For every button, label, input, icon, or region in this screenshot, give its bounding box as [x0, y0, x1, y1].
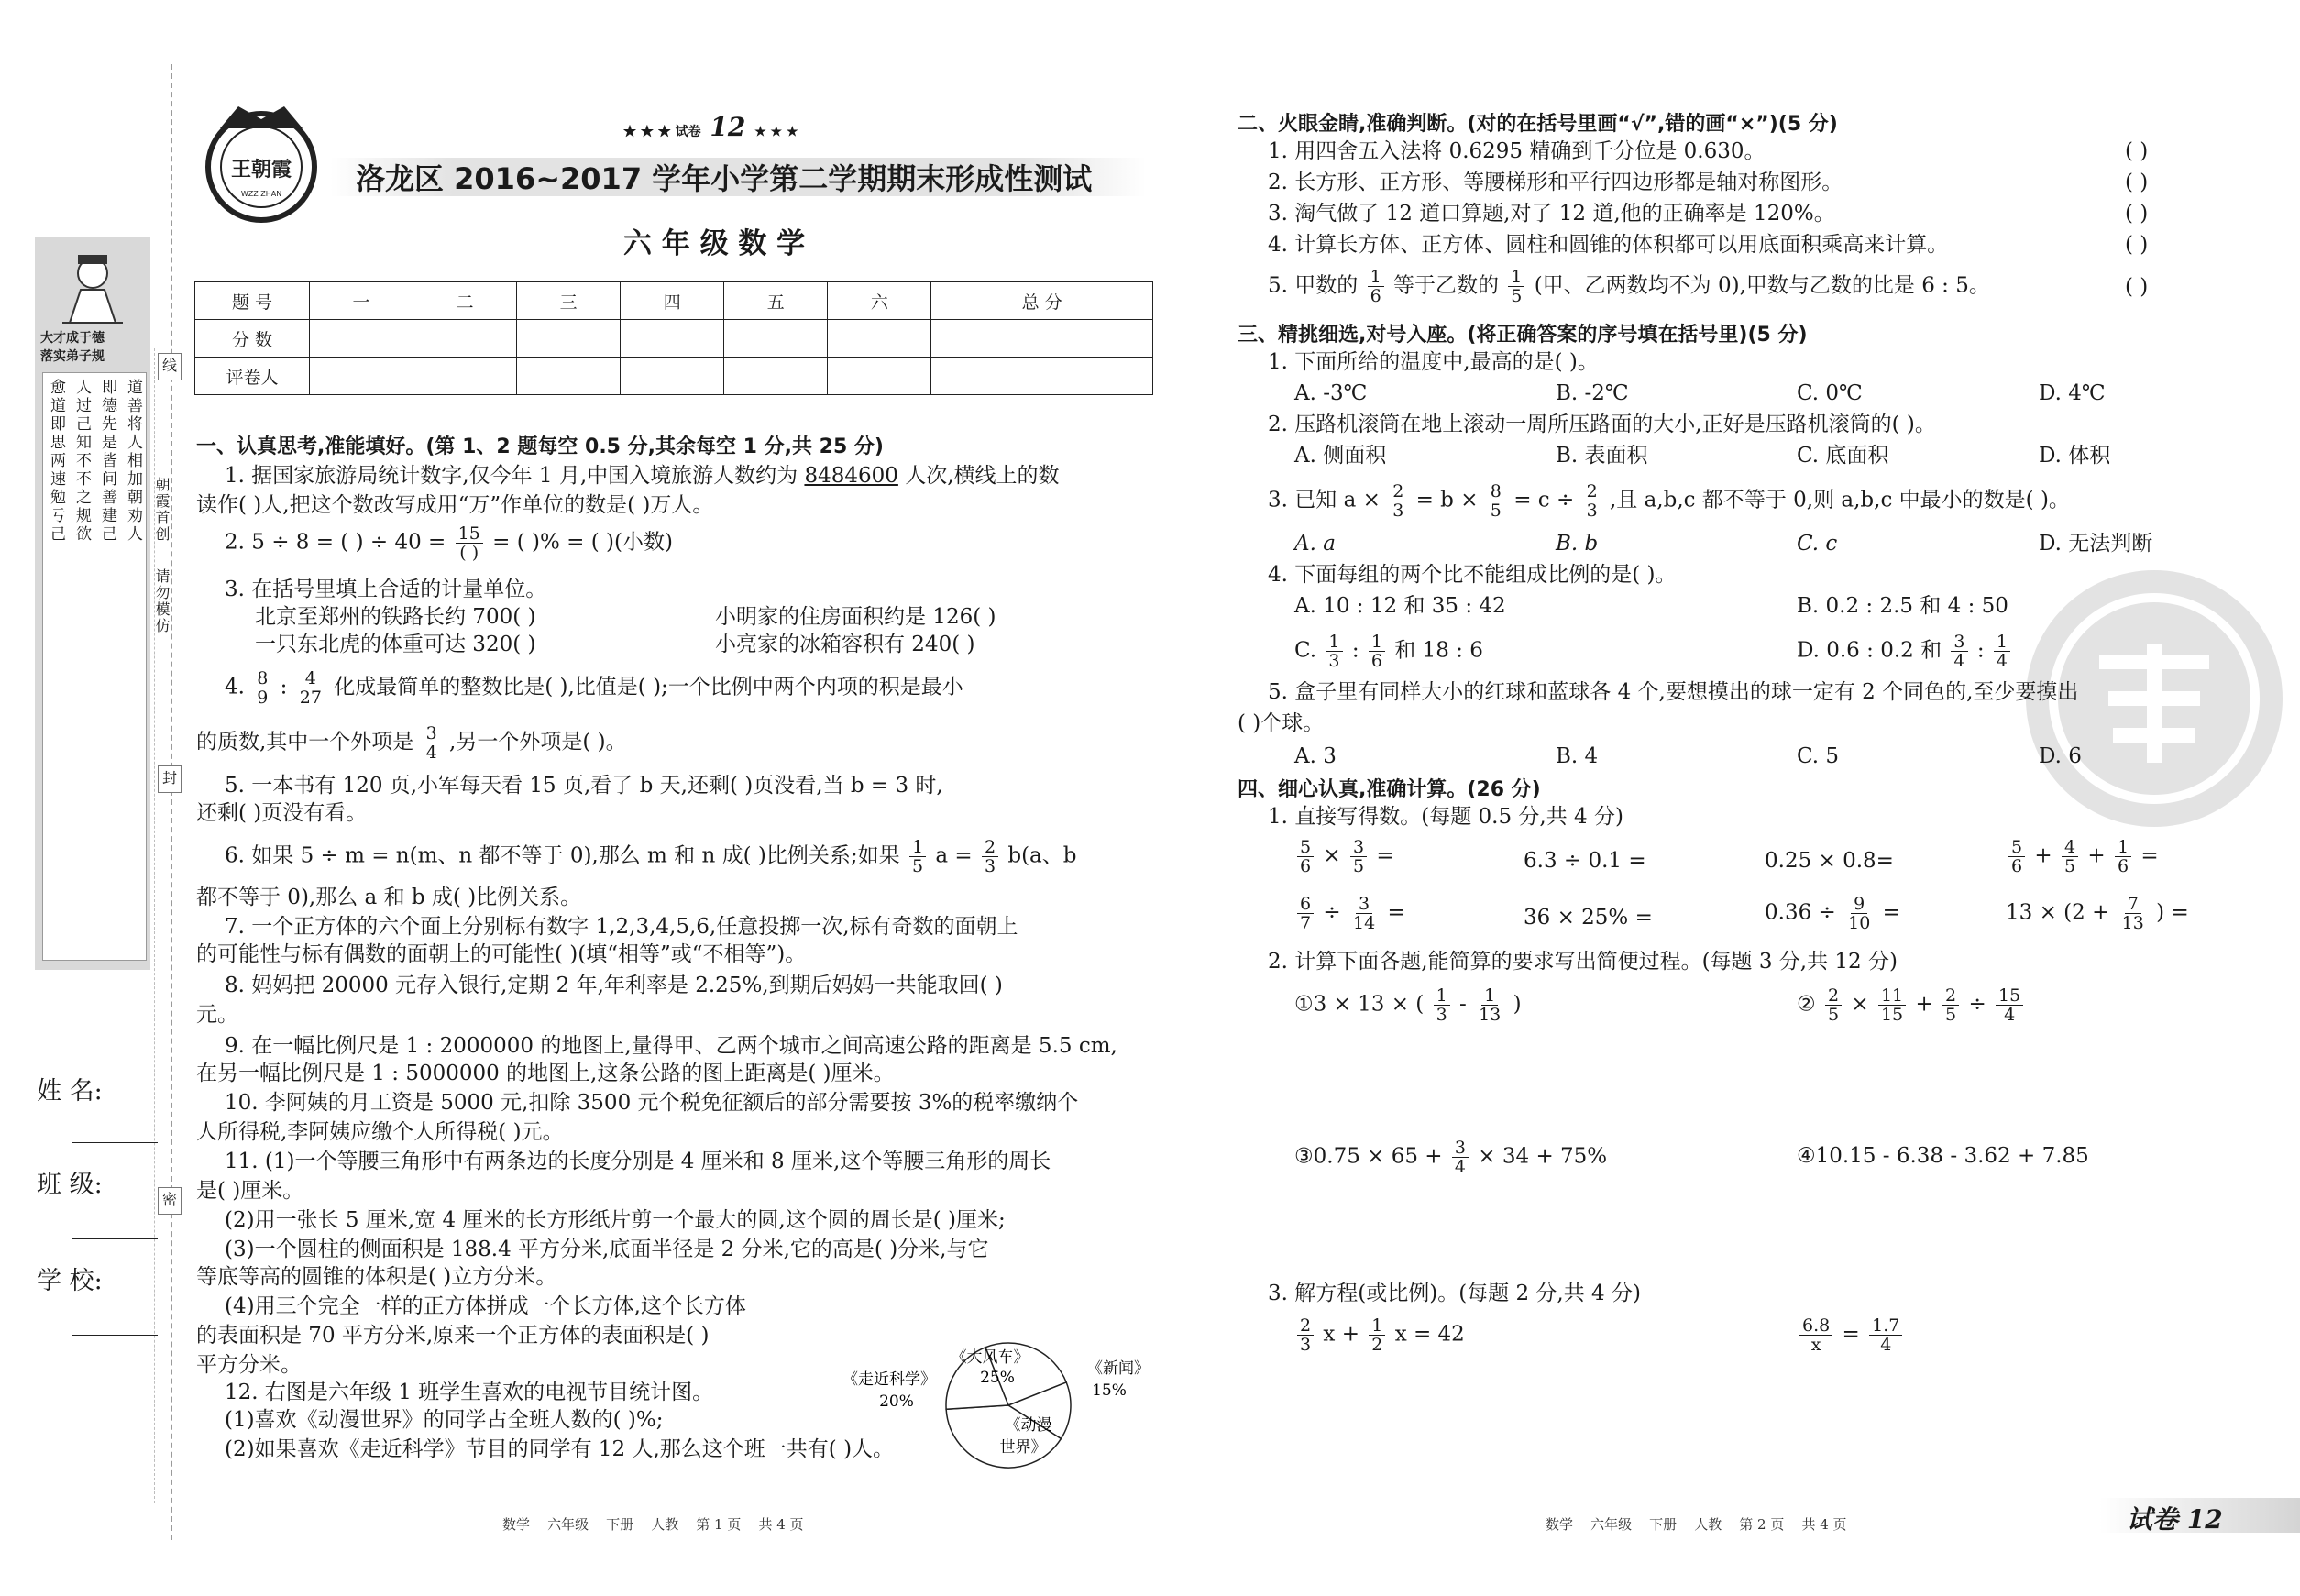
tv-program-pie-chart: [834, 1318, 1164, 1474]
section2-title: 二、火眼金睛,准确判断。(对的在括号里画“√”,错的画“×”)(5 分): [1238, 113, 1838, 136]
q11-line5: 等底等高的圆锥的体积是( )立方分米。: [196, 1265, 557, 1289]
slogan-line-2: 落实弟子规: [40, 349, 105, 364]
score-header-cell: 三: [517, 282, 621, 320]
s3-q5-line2: ( )个球。: [1238, 711, 1325, 735]
calc-r2c1: $\frac{6}{7}$ ÷ $\frac{3}{14}$ =: [1294, 895, 1405, 932]
s3-q2-opt[interactable]: B. 表面积: [1556, 444, 1648, 468]
margin-label-secret: 密: [158, 1187, 182, 1215]
q7-line1: 7. 一个正方体的六个面上分别标有数字 1,2,3,4,5,6,任意投掷一次,标有奇数的面朝上: [225, 915, 1018, 939]
paper-badge: [623, 112, 798, 142]
s4-part3-title: 3. 解方程(或比例)。(每题 2 分,共 4 分): [1268, 1282, 1641, 1305]
s3-q4-opt-d[interactable]: D. 0.6 : 0.2 和 $\frac{3}{4}$ : $\frac{1}{4}$: [1797, 633, 2013, 670]
q6-line1: 6. 如果 5 ÷ m = n(m、n 都不等于 0),那么 m 和 n 成( )比例关系;如果 $\frac{1}{5}$ a = $\frac{2}{3}$ b(a、b: [225, 837, 1077, 876]
q8-line1: 8. 妈妈把 20000 元存入银行,定期 2 年,年利率是 2.25%,到期后妈妈一共能取回( ): [225, 974, 1003, 997]
section4-title: 四、细心认真,准确计算。(26 分): [1238, 778, 1541, 801]
pie-label-anime: 《动漫: [1005, 1416, 1052, 1435]
s3-q2-opt[interactable]: A. 侧面积: [1294, 444, 1387, 468]
calc2-1: ①3 × 13 × ( $\frac{1}{3}$ - $\frac{1}{13}$ ): [1294, 985, 1522, 1025]
margin-label-seal-line: 线: [158, 353, 182, 380]
dashed-binding-line: [171, 64, 172, 1540]
grader-row: [195, 358, 1153, 395]
q4-line2: 的质数,其中一个外项是 $\frac{3}{4}$ ,另一个外项是( )。: [196, 723, 627, 763]
logo-text: 王朝霞: [230, 158, 292, 182]
q11-line2: 是( )厘米。: [196, 1179, 304, 1203]
proverb-col: 道善将人相加朝劝人: [124, 379, 142, 544]
score-cell[interactable]: [310, 320, 413, 358]
s3-q1-opt[interactable]: B. -2℃: [1556, 381, 1629, 405]
score-header-cell: 五: [724, 282, 828, 320]
s2-answer-1[interactable]: ( ): [2125, 139, 2149, 163]
pie-value-news: 15%: [1092, 1381, 1127, 1400]
calc2-4: ④10.15 - 6.38 - 3.62 + 7.85: [1797, 1144, 2089, 1168]
q11-line8: 平方分米。: [196, 1353, 302, 1377]
q3c: 一只东北虎的体重可达 320( ): [255, 633, 536, 656]
s3-q5-opt[interactable]: A. 3: [1294, 744, 1337, 768]
s3-q5-opt[interactable]: D. 6: [2039, 744, 2082, 768]
pie-value-science: 20%: [879, 1392, 914, 1411]
s3-q3-opt[interactable]: A. a: [1294, 532, 1336, 556]
slogan-panel: [35, 237, 150, 970]
school-label: 学 校:: [37, 1267, 103, 1295]
grader-cell[interactable]: [413, 358, 517, 395]
s2-answer-4[interactable]: ( ): [2125, 233, 2149, 257]
equation-1: $\frac{2}{3}$ x + $\frac{1}{2}$ x = 42: [1294, 1316, 1465, 1354]
calc2-3: ③0.75 × 65 + $\frac{3}{4}$ × 34 + 75%: [1294, 1138, 1608, 1177]
score-cell[interactable]: [413, 320, 517, 358]
calc2-2: ② $\frac{2}{5}$ × $\frac{11}{15}$ + $\frac{2}{5}$ ÷ $\frac{15}{4}$: [1797, 986, 2026, 1024]
s3-q4-opt-b[interactable]: B. 0.2 : 2.5 和 4 : 50: [1797, 594, 2008, 618]
q11-line7: 的表面积是 70 平方分米,原来一个正方体的表面积是( ): [196, 1324, 710, 1348]
q3d: 小亮家的冰箱容积有 240( ): [715, 633, 975, 656]
s2-answer-3[interactable]: ( ): [2125, 202, 2149, 226]
score-cell[interactable]: [517, 320, 621, 358]
equation-2: $\frac{6.8}{x}$ = $\frac{1.7}{4}$: [1797, 1316, 1905, 1354]
vertical-note-original: 朝霞首创: [153, 477, 171, 543]
q12-line1: 12. 右图是六年级 1 班学生喜欢的电视节目统计图。: [225, 1381, 714, 1404]
s4-part2-title: 2. 计算下面各题,能简算的要求写出简便过程。(每题 3 分,共 12 分): [1268, 950, 1898, 974]
footer-left: 数学 六年级 下册 人教 第 1 页 共 4 页: [502, 1516, 804, 1533]
section3-title: 三、精挑细选,对号入座。(将正确答案的序号填在括号里)(5 分): [1238, 324, 1808, 347]
q9-line1: 9. 在一幅比例尺是 1 : 2000000 的地图上,量得甲、乙两个城市之间高速公路的距离是 5.5 cm,: [225, 1034, 1117, 1058]
score-row: [195, 320, 1153, 358]
proverb-col: 愈道即思两速勉亏己: [47, 379, 65, 544]
class-label: 班 级:: [37, 1171, 103, 1199]
q3b: 小明家的住房面积约是 126( ): [715, 605, 996, 629]
q8-line2: 元。: [196, 1003, 238, 1027]
page-title: 洛龙区 2016~2017 学年小学第二学期期末形成性测试: [356, 161, 1093, 196]
q2: 2. 5 ÷ 8 = ( ) ÷ 40 = $\frac{15}{( )}$ = ( )% = ( )(小数): [225, 523, 673, 563]
scholar-illustration: [35, 246, 150, 328]
q9-line2: 在另一幅比例尺是 1 : 5000000 的地图上,这条公路的图上距离是( )厘米。: [196, 1062, 895, 1085]
q10-line1: 10. 李阿姨的月工资是 5000 元,扣除 3500 元个税免征额后的部分需要按 3%的税率缴纳个: [225, 1091, 1079, 1115]
footer-badge: 试卷 12: [2127, 1504, 2223, 1535]
q1-line2: 读作( )人,把这个数改写成用“万”作单位的数是( )万人。: [196, 493, 714, 517]
q11-line3: (2)用一张长 5 厘米,宽 4 厘米的长方形纸片剪一个最大的圆,这个圆的周长是( )厘米;: [225, 1208, 1006, 1232]
q3-title: 3. 在括号里填上合适的计量单位。: [225, 578, 547, 601]
s2-item-1: 1. 用四舍五入法将 0.6295 精确到千分位是 0.630。: [1268, 139, 1766, 163]
proverb-col: 即德先是皆问善建己: [98, 379, 116, 544]
q12-line2: (1)喜欢《动漫世界》的同学占全班人数的( )%;: [225, 1408, 664, 1432]
s3-q5-opt[interactable]: B. 4: [1556, 744, 1599, 768]
q11-line1: 11. (1)一个等腰三角形中有两条边的长度分别是 4 厘米和 8 厘米,这个等腰三角形的周长: [225, 1150, 1051, 1173]
margin-label-seal: 封: [158, 765, 182, 793]
school-field[interactable]: [72, 1334, 158, 1336]
s3-q5-opt[interactable]: C. 5: [1797, 744, 1840, 768]
score-cell[interactable]: [931, 320, 1153, 358]
s3-q4-opt-c[interactable]: C. $\frac{1}{3}$ : $\frac{1}{6}$ 和 18 : 6: [1294, 632, 1483, 671]
q11-line6: (4)用三个完全一样的正方体拼成一个长方体,这个长方体: [225, 1294, 746, 1318]
s2-item-4: 4. 计算长方体、正方体、圆柱和圆锥的体积都可以用底面积乘高来计算。: [1268, 233, 1949, 257]
grader-cell[interactable]: [517, 358, 621, 395]
s3-q2-opt[interactable]: C. 底面积: [1797, 444, 1889, 468]
q12-line3: (2)如果喜欢《走近科学》节目的同学有 12 人,那么这个班一共有( )人。: [225, 1437, 895, 1461]
calc-r2c2: 36 × 25% =: [1524, 906, 1653, 930]
pie-label-dafengche: 《大风车》: [951, 1348, 1029, 1367]
s3-q3-opt[interactable]: C. c: [1797, 532, 1838, 556]
calc-r1c1: $\frac{5}{6}$ × $\frac{3}{5}$ =: [1294, 838, 1394, 875]
pie-label-science: 《走近科学》: [842, 1370, 936, 1389]
s2-item-5: 5. 甲数的 $\frac{1}{6}$ 等于乙数的 $\frac{1}{5}$ (甲、乙两数均不为 0),甲数与乙数的比是 6 : 5。: [1268, 267, 1990, 306]
calc-r1c4: $\frac{5}{6}$ + $\frac{4}{5}$ + $\frac{1}{6}$ =: [2006, 838, 2159, 875]
vertical-note-copy: 请勿模仿: [153, 568, 171, 634]
s2-answer-5[interactable]: ( ): [2125, 275, 2149, 299]
calc-r1c3: 0.25 × 0.8=: [1765, 849, 1894, 873]
brand-logo: [193, 101, 330, 225]
grader-cell[interactable]: [310, 358, 413, 395]
score-header-row: [195, 282, 1153, 320]
s3-q2: 2. 压路机滚筒在地上滚动一周所压路面的大小,正好是压路机滚筒的( )。: [1268, 413, 1936, 436]
q5-line2: 还剩( )页没有看。: [196, 801, 368, 825]
q7-line2: 的可能性与标有偶数的面朝上的可能性( )(填“相等”或“不相等”)。: [196, 942, 807, 966]
subject-title: 六 年 级 数 学: [623, 227, 806, 260]
calc-r2c4: 13 × (2 + $\frac{7}{13}$ ) =: [2006, 894, 2189, 933]
q6-line2: 都不等于 0),那么 a 和 b 成( )比例关系。: [196, 886, 582, 909]
score-header-cell: 二: [413, 282, 517, 320]
footer-right: 数学 六年级 下册 人教 第 2 页 共 4 页: [1546, 1516, 1847, 1533]
q11-line4: (3)一个圆柱的侧面积是 188.4 平方分米,底面半径是 2 分米,它的高是( )分米,与它: [225, 1238, 989, 1261]
proverb-col: 人过己知不不之规欲: [72, 379, 91, 544]
s3-q1-opt[interactable]: C. 0℃: [1797, 381, 1863, 405]
s2-answer-2[interactable]: ( ): [2125, 171, 2149, 194]
grader-row-label: 评卷人: [195, 358, 310, 395]
s3-q1-opt[interactable]: D. 4℃: [2039, 381, 2106, 405]
badge-stars-right: ★ ★ ★: [754, 125, 798, 139]
s3-q3: 3. 已知 a × $\frac{2}{3}$ = b × $\frac{8}{5}$ = c ÷ $\frac{2}{3}$ ,且 a,b,c 都不等于 0,则 a,b,c 中最小的数是( )。: [1268, 481, 2070, 521]
pie-label-anime-2: 世界》: [999, 1438, 1047, 1457]
grader-cell[interactable]: [828, 358, 931, 395]
s3-q1-opt[interactable]: A. -3℃: [1294, 381, 1368, 405]
score-header-cell: 一: [310, 282, 413, 320]
q5-line1: 5. 一本书有 120 页,小军每天看 15 页,看了 b 天,还剩( )页没看,当 b = 3 时,: [225, 774, 943, 798]
section1-title: 一、认真思考,准能填好。(第 1、2 题每空 0.5 分,其余每空 1 分,共 25 分): [196, 435, 884, 458]
q10-line2: 人所得税,李阿姨应缴个人所得税( )元。: [196, 1120, 564, 1144]
score-header-cell: 题 号: [195, 282, 310, 320]
q1-line1: 1. 据国家旅游局统计数字,仅今年 1 月,中国入境旅游人数约为 8484600 人次,横线上的数: [225, 464, 1060, 488]
s3-q3-opt[interactable]: B. b: [1556, 532, 1599, 556]
logo-subtext: WZZ ZHAN: [240, 190, 282, 198]
score-header-cell: 四: [621, 282, 724, 320]
class-field[interactable]: [72, 1238, 158, 1239]
grader-cell[interactable]: [724, 358, 828, 395]
s3-q4: 4. 下面每组的两个比不能组成比例的是( )。: [1268, 563, 1677, 587]
pie-value-dafengche: 25%: [980, 1369, 1015, 1387]
name-field[interactable]: [72, 1141, 158, 1143]
score-header-cell: 总 分: [931, 282, 1153, 320]
calc-r1c2: 6.3 ÷ 0.1 =: [1524, 849, 1646, 873]
s3-q5-line1: 5. 盒子里有同样大小的红球和蓝球各 4 个,要想摸出的球一定有 2 个同色的,至少要摸出: [1268, 680, 2079, 704]
s2-item-3: 3. 淘气做了 12 道口算题,对了 12 道,他的正确率是 120%。: [1268, 202, 1835, 226]
score-table: [194, 281, 1153, 395]
score-cell[interactable]: [724, 320, 828, 358]
score-cell[interactable]: [828, 320, 931, 358]
grader-cell[interactable]: [621, 358, 724, 395]
s3-q1: 1. 下面所给的温度中,最高的是( )。: [1268, 350, 1599, 374]
badge-stars-left: ★ ★ ★ 试卷: [623, 125, 701, 139]
score-header-cell: 六: [828, 282, 931, 320]
calc-r2c3: 0.36 ÷ $\frac{9}{10}$ =: [1765, 894, 1900, 933]
q3a: 北京至郑州的铁路长约 700( ): [255, 605, 536, 629]
pie-label-news: 《新闻》: [1087, 1359, 1150, 1378]
s3-q4-opt-a[interactable]: A. 10 : 12 和 35 : 42: [1294, 594, 1506, 618]
name-label: 姓 名:: [37, 1077, 103, 1106]
slogan-line-1: 大才成于德: [40, 331, 105, 346]
badge-number: 12: [710, 112, 746, 142]
q1-number: 8484600: [804, 464, 898, 488]
s4-part1-title: 1. 直接写得数。(每题 0.5 分,共 4 分): [1268, 805, 1623, 829]
proverb-columns: [42, 372, 147, 961]
s3-q3-opt[interactable]: D. 无法判断: [2039, 532, 2153, 556]
s3-q2-opt[interactable]: D. 体积: [2039, 444, 2111, 468]
score-cell[interactable]: [621, 320, 724, 358]
q4-line1: 4. $\frac{8}{9}$ : $\frac{4}{27}$ 化成最简单的整数比是( ),比值是( );一个比例中两个内项的积是最小: [225, 668, 963, 708]
grader-cell[interactable]: [931, 358, 1153, 395]
s2-item-2: 2. 长方形、正方形、等腰梯形和平行四边形都是轴对称图形。: [1268, 171, 1843, 194]
score-row-label: 分 数: [195, 320, 310, 358]
